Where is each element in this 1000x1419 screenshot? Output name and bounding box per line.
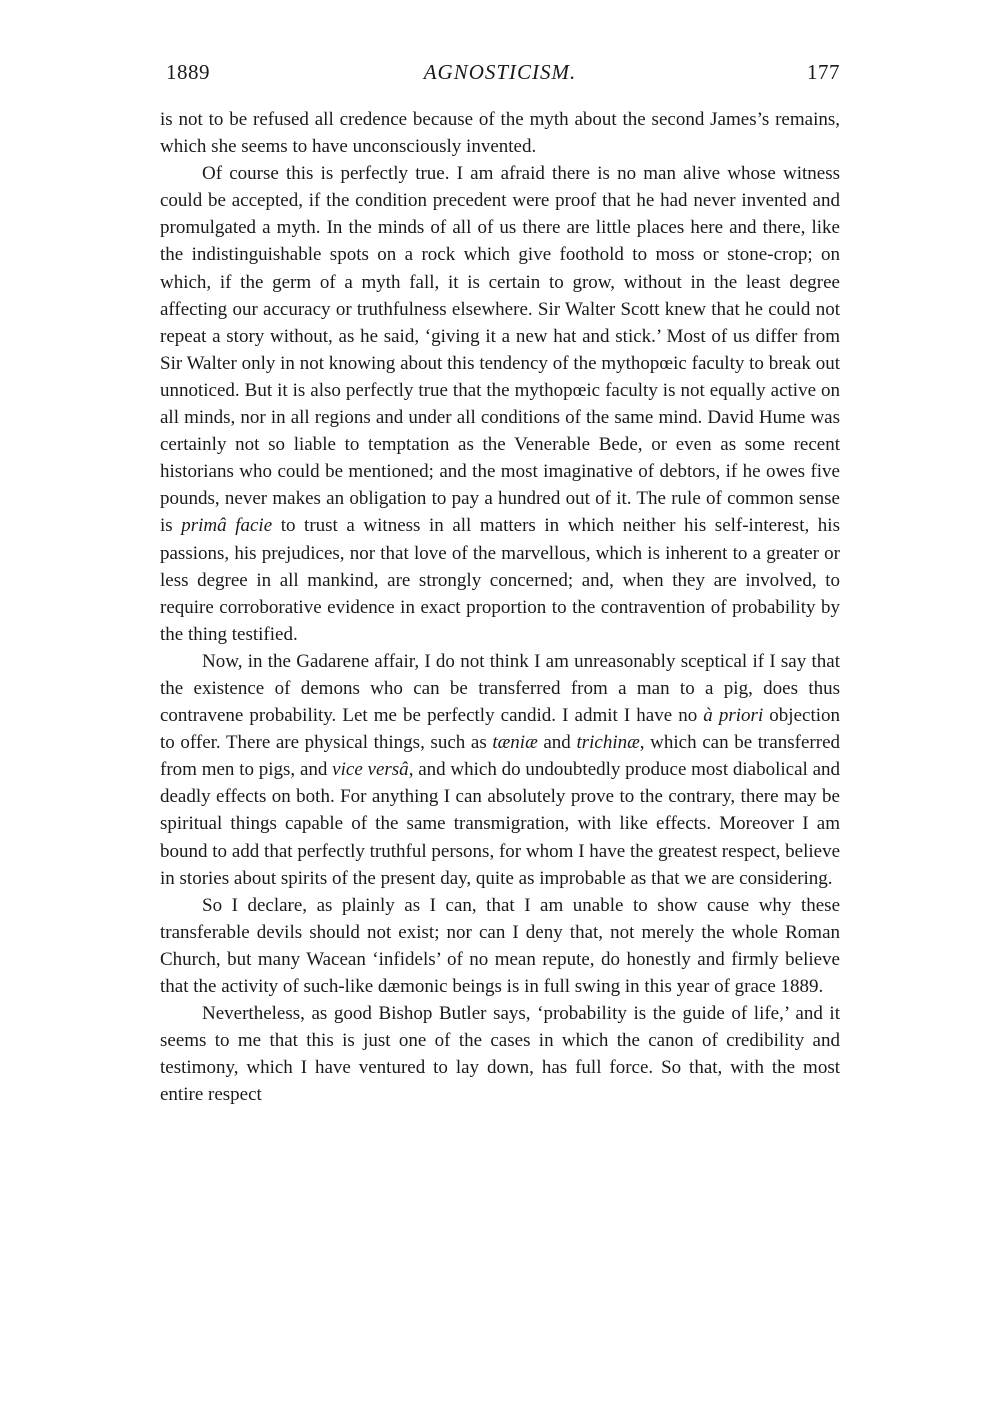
paragraph (160, 1000, 840, 1108)
page-number: 177 (807, 60, 840, 84)
italic-phrase: vice versâ (332, 759, 409, 781)
running-head-title: AGNOSTICISM. (423, 60, 577, 84)
text-run: to trust a witness in all matters in which neither his self-interest, his passions, his prejudices, nor that love of the marvellous, which is inherent to a greater or less degree in all mankind, are strongly concerned; and, when they are involved, to require corroborative evidence in exact proportion to the contravention of probability by the thing testified. (160, 515, 840, 645)
text-run: Now, in the Gadarene affair, I do not think I am unreasonably sceptical if I say that the existence of demons who can be transferred from a man to a pig, does thus contravene probability. Let me be perfectly candid. I admit I have no (160, 650, 840, 727)
paragraph (160, 648, 840, 892)
running-head-year: 1889 (166, 60, 210, 84)
text-run: and (537, 732, 577, 754)
paragraph (160, 160, 840, 648)
body-text (160, 106, 840, 1108)
text-run: , and which do undoubtedly produce most diabolical and deadly effects on both. For anything I can absolutely prove to the contrary, there may be spiritual things capable of the same transmigration, with like effects. Moreover I am bound to add that perfectly truthful persons, for whom I have the greatest respect, believe in stories about spirits of the present day, quite as improbable as that we are considering. (160, 759, 841, 889)
text-run: is not to be refused all credence because of the myth about the second James’s remains, which she seems to have unconsciously invented. (160, 109, 840, 158)
italic-phrase: tæniæ (492, 732, 538, 754)
book-page (160, 52, 840, 1108)
text-run: So I declare, as plainly as I can, that I am unable to show cause why these transferable devils should not exist; nor can I deny that, not merely the whole Roman Church, but many Wacean ‘infidels’ of no mean repute, do honestly and firmly believe that the activity of such-like dæmonic beings is in full swing in this year of grace 1889. (160, 894, 840, 997)
running-head (160, 52, 840, 88)
italic-phrase: à priori (703, 705, 764, 727)
text-run: objection to offer. There are physical things, such as (160, 705, 840, 754)
italic-phrase: trichinæ (576, 732, 640, 754)
text-run: Of course this is perfectly true. I am afraid there is no man alive whose witness could be accepted, if the condition precedent were proof that he had never invented and promulgated a myth. In the minds of all of us there are little places here and there, like the indistinguishable spots on a rock which give foothold to moss or stone-crop; on which, if the germ of a myth fall, it is certain to grow, without in the least degree affecting our accuracy or truthfulness elsewhere. Sir Walter Scott knew that he could not repeat a story without, as he said, ‘giving it a new hat and stick.’ Most of us differ from Sir Walter only in not knowing about this tendency of the mythopœic faculty to break out unnoticed. But it is also perfectly true that the mythopœic faculty is not equally active on all minds, nor in all regions and under all conditions of the same mind. David Hume was certainly not so liable to temptation as the Venerable Bede, or even as some recent historians who could be mentioned; and the most imaginative of debtors, if he owes five pounds, never makes an obligation to pay a hundred out of it. The rule of common sense is (160, 163, 840, 537)
paragraph (160, 106, 840, 160)
text-run: Nevertheless, as good Bishop Butler says, ‘probability is the guide of life,’ and it seems to me that this is just one of the cases in which the canon of credibility and testimony, which I have ventured to lay down, has full force. So that, with the most entire respect (160, 1003, 840, 1106)
paragraph (160, 892, 840, 1000)
italic-phrase: primâ facie (181, 515, 273, 537)
text-run: , which can be transferred from men to pigs, and (160, 732, 841, 781)
